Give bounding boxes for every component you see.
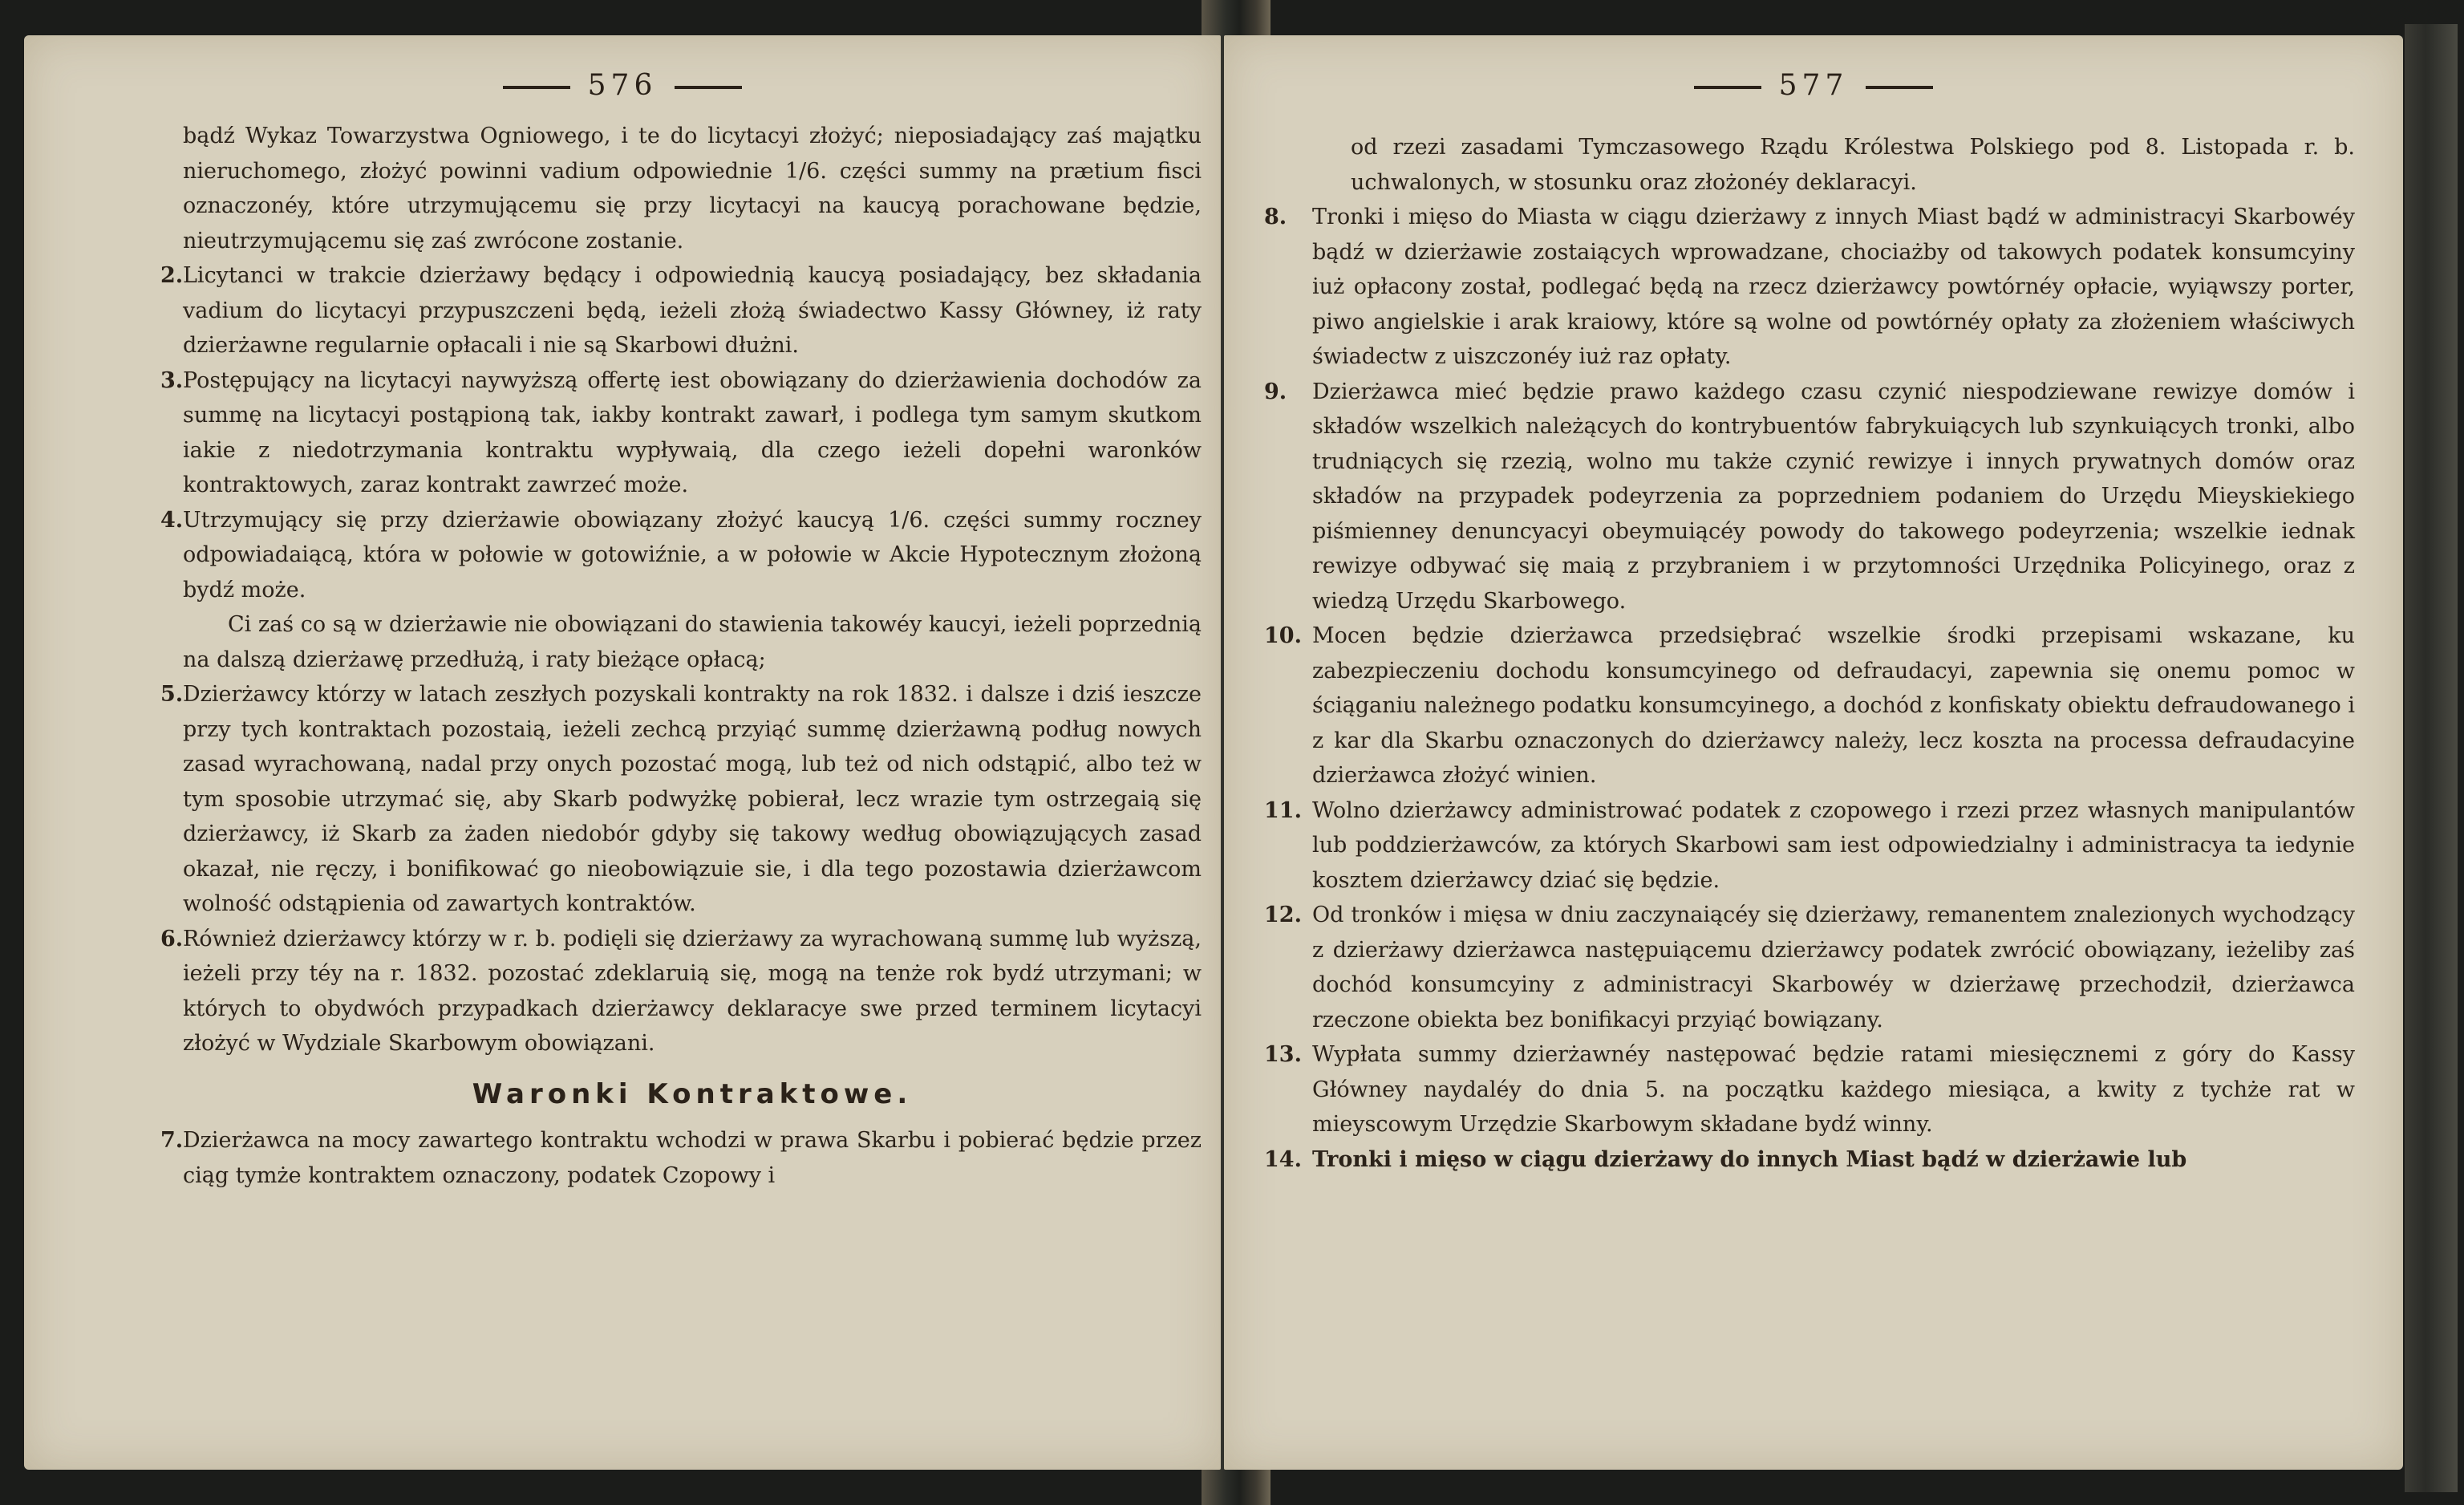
item-number: 8. xyxy=(1264,205,1287,229)
item-text: Wypłata summy dzierżawnéy następować będzie ratami miesięcznemi z góry do Kassy Główney naydaléy do dnia 5. na początku każdego miesiąca, a kwity z tychże rat w mieyscowym Urzędzie Skarbowym składane bydź winny. xyxy=(1312,1042,2355,1137)
paragraph-after-item-4: Ci zaś co są w dzierżawie nie obowiązani do stawienia takowéy kaucyi, ieżeli poprzednią na dalszą dzierżawę przedłużą, i raty bieżące opłacą; xyxy=(183,612,1202,672)
item-number: 3. xyxy=(160,367,184,393)
item-text: Dzierżawca na mocy zawartego kontraktu wchodzi w prawa Skarbu i pobierać będzie przez ciąg tymże kontraktem oznaczony, podatek Czopowy i xyxy=(183,1128,1202,1188)
item-number: 5. xyxy=(160,682,184,707)
left-opening-paragraph: bądź Wykaz Towarzystwa Ogniowego, i te do licytacyi złożyć; nieposiadający zaś majątku nieruchomego, złożyć powinni vadium odpowiednie 1/6. części summy na prætium fisci oznaczonéy, które utrzymującemu się przy licytacyi na kaucyą porachowane będzie, nieutrzymującemu się zaś zwrócone zostanie. xyxy=(183,124,1202,254)
item-number: 2. xyxy=(160,263,184,288)
item-text: Tronki i mięso do Miasta w ciągu dzierżawy z innych Miast bądź w administracyi Skarbowéy bądź w dzierżawie zostaiących wprowadzane, chociażby od takowych podatek konsumcyiny iuż opłacony został, podlegać będą na rzecz dzierżawcy powtórnéy opłacie, wyiąwszy porter, piwo angielskie i arak kraiowy, które są wolne od powtórnéy opłaty za złożeniem właściwych świadectw z uiszczonéy iuż raz opłaty. xyxy=(1312,205,2355,369)
item-2 xyxy=(160,258,1202,363)
item-12 xyxy=(1264,898,2355,1037)
item-6 xyxy=(160,922,1202,1061)
item-text: Od tronków i mięsa w dniu zaczynaiącéy się dzierżawy, remanentem znalezionych wychodzący z dzierżawy dzierżawca następuiącemu dzierżawcy podatek zwrócić obowiązany, ieżeliby zaś dochód konsumcyiny z administracyi Skarbowéy w dzierżawę przechodził, dzierżawca rzeczone obiekta bez bonifikacyi przyiąć bowiązany. xyxy=(1312,903,2355,1032)
item-4 xyxy=(160,503,1202,608)
item-number: 6. xyxy=(160,926,184,951)
item-number: 12. xyxy=(1264,903,1302,927)
folio-dash xyxy=(503,86,570,89)
item-5 xyxy=(160,677,1202,922)
section-heading: Waronki Kontraktowe. xyxy=(472,1077,913,1110)
right-page-body xyxy=(1264,130,2355,1177)
folio-dash xyxy=(675,86,742,89)
item-text: Dzierżawca mieć będzie prawo każdego czasu czynić niespodziewane rewizye domów i składów wszelkich należących do kontrybuentów fabrykuiących lub szynkuiących tronki, albo trudniących się rzezią, wolno mu także czynić rewizye i innych prywatnych domów oraz składów na przypadek podeyrzenia za poprzedniem podaniem do Urzędu Mieyskiekiego piśmienney denuncyacyi obeymuiącéy powody do takowego podeyrzenia; wszelkie iednak rewizye odbywać się maią z przybraniem i w przytomności Urzędnika Policyinego, oraz z wiedzą Urzędu Skarbowego. xyxy=(1312,379,2355,614)
item-11 xyxy=(1264,793,2355,899)
item-7 xyxy=(160,1123,1202,1193)
folio-dash xyxy=(1694,86,1761,89)
item-number: 10. xyxy=(1264,623,1302,648)
right-page-number: 577 xyxy=(1224,69,2403,102)
right-opening-paragraph: od rzezi zasadami Tymczasowego Rządu Królestwa Polskiego pod 8. Listopada r. b. uchwalonych, w stosunku oraz złożonéy deklaracyi. xyxy=(1351,135,2355,195)
item-text: Wolno dzierżawcy administrować podatek z czopowego i rzezi przez własnych manipulantów lub poddzierżawców, za których Skarbowi sam iest odpowiedzialny i administracya ta iedynie kosztem dzierżawcy dziać się będzie. xyxy=(1312,797,2355,893)
left-page xyxy=(24,35,1221,1470)
item-13 xyxy=(1264,1037,2355,1142)
item-text: Dzierżawcy którzy w latach zeszłych pozyskali kontrakty na rok 1832. i dalsze i dziś ieszcze przy tych kontraktach pozostaią, ieżeli zechcą przyiąć summę dzierżawną podług nowych zasad wyrachowaną, nadal przy onych pozostać mogą, lub też od nich odstąpić, albo też w tym sposobie utrzymać się, aby Skarb podwyżkę pobierał, lecz wrazie tym ostrzegaią się dzierżawcy, iż Skarb za żaden niedobór gdyby się takowy według obowiązujących zasad okazał, nie ręczy, i bonifikować go nieobowiązuie sie, i dla tego pozostawia dzierżawcom wolność odstąpienia od zawartych kontraktów. xyxy=(183,682,1202,916)
item-text: Również dzierżawcy którzy w r. b. podięli się dzierżawy za wyrachowaną summę lub wyższą, ieżeli przy téy na r. 1832. pozostać zdeklaruią się, mogą na tenże rok bydź utrzymani; w których to obydwóch przypadkach dzierżawcy deklaracye swe przed terminem licytacyi złożyć w Wydziale Skarbowym obowiązani. xyxy=(183,926,1202,1056)
left-page-body xyxy=(160,119,1202,1193)
item-number: 11. xyxy=(1264,797,1302,823)
right-page xyxy=(1224,35,2403,1470)
item-10 xyxy=(1264,619,2355,793)
item-text: Postępujący na licytacyi naywyższą offertę iest obowiązany do dzierżawienia dochodów za summę na licytacyi postąpioną tak, iakby kontrakt zawarł, i podlega tym samym skutkom iakie z niedotrzymania kontraktu wypływaią, dla czego ieżeli dopełni waronków kontraktowych, zaraz kontrakt zawrzeć może. xyxy=(183,367,1202,497)
item-text: Mocen będzie dzierżawca przedsiębrać wszelkie środki przepisami wskazane, ku zabezpieczeniu dochodu konsumcyinego od defraudacyi, zapewnia się onemu pomoc w ściąganiu należnego podatku konsumcyinego, a dochód z konfiskaty obiektu defraudowanego i z kar dla Skarbu oznaczonych do dzierżawcy należy, lecz koszta na processa defraudacyine dzierżawca złożyć winien. xyxy=(1312,623,2355,788)
item-9 xyxy=(1264,375,2355,619)
item-text: Utrzymujący się przy dzierżawie obowiązany złożyć kaucyą 1/6. części summy roczney odpowiadaiącą, która w połowie w gotowiźnie, a w połowie w Akcie Hypotecznym złożoną bydź może. xyxy=(183,507,1202,602)
item-number: 4. xyxy=(160,507,184,533)
item-number: 14. xyxy=(1264,1146,1302,1172)
folio-dash xyxy=(1866,86,1933,89)
item-number: 7. xyxy=(160,1128,184,1153)
left-page-number: 576 xyxy=(24,69,1221,102)
item-3 xyxy=(160,363,1202,503)
item-number: 13. xyxy=(1264,1042,1302,1067)
item-14 xyxy=(1264,1142,2355,1178)
item-8 xyxy=(1264,200,2355,375)
page-edge xyxy=(2405,24,2458,1492)
item-text: Tronki i mięso w ciągu dzierżawy do innych Miast bądź w dzierżawie lub xyxy=(1312,1146,2187,1172)
item-text: Licytanci w trakcie dzierżawy będący i odpowiednią kaucyą posiadający, bez składania vadium do licytacyi przypuszczeni będą, ieżeli złożą świadectwo Kassy Główney, iż raty dzierżawne regularnie opłacali i nie są Skarbowi dłużni. xyxy=(183,263,1202,358)
item-number: 9. xyxy=(1264,379,1287,404)
